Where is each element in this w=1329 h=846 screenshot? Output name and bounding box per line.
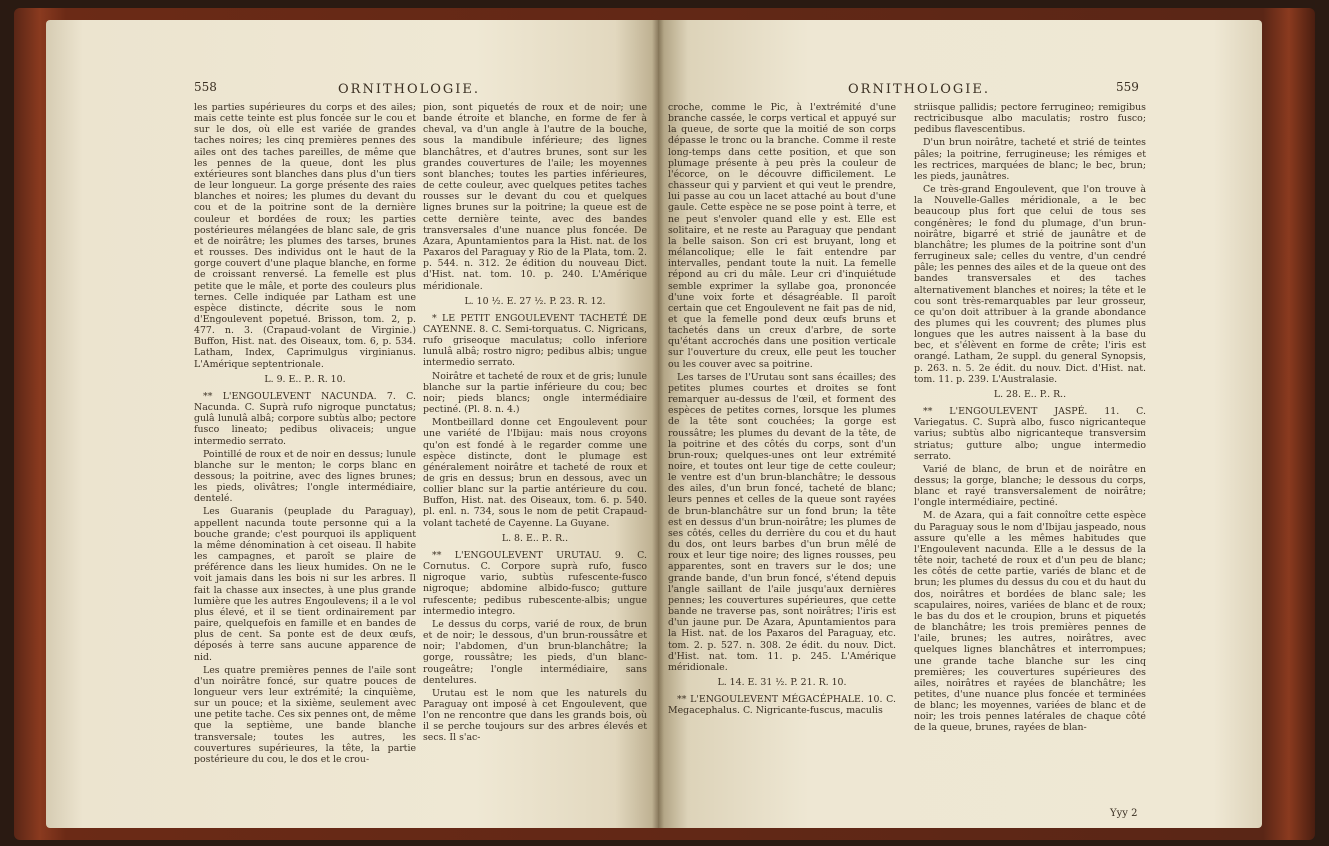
right-column-1	[668, 102, 896, 718]
left-column-1	[194, 102, 416, 767]
paragraph: L. 8. E.. P.. R..	[501, 532, 569, 544]
paragraph: M. de Azara, qui a fait connoître cette espèce du Paraguay sous le nom d'Ibijau jaspeado, nous assure qu'elle a les mêmes habitudes que l'Engoulevent nacunda. Elle a le dessus de la tête noir, tacheté de roux et d'un peu de blanc; les côtés de cette partie, variés de blanc et de brun; les plumes du dessus du cou et du haut du dos, noirâtres et bordées de blanc sale; les scapulaires, noires, variées de blanc et de roux; le bas du dos et le croupion, bruns et piquetés de blanchâtre; les trois premières pennes de l'aile, brunes; les autres, noirâtres, avec quelques lignes blanchâtres et interrompues; une grande tache blanche sur les cinq premières; les couvertures supérieures des ailes, noirâtres et rayées de blanchâtre; les petites, d'une nuance plus foncée et terminées de blanc; les moyennes, variées de blanc et de noir; les trois pennes latérales de chaque côté de la queue, brunes, rayées de blan-	[914, 510, 1146, 734]
paragraph: Urutau est le nom que les naturels du Paraguay ont imposé à cet Engoulevent, que l'on ne rencontre que dans les grands bois, où il se perche toujours sur des arbres élevés et secs. Il s'ac-	[423, 687, 647, 744]
paragraph: Les tarses de l'Urutau sont sans écailles; des petites plumes courtes et droites se font remarquer au-dessus de l'œil, et forment des espèces de petites cornes, lorsque les plumes de la tête sont couchées; la gorge est roussâtre; les plumes du devant de la tête, de la poitrine et des côtés du corps, sont d'un brun-roux; quelques-unes ont leur extrémité noire, et toutes ont leur tige de cette couleur; le ventre est d'un brun-blanchâtre; le dessous des ailes, d'un brun foncé, tacheté de blanc; leurs pennes et celles de la queue sont rayées de brun-blanchâtre sur un fond brun; la tête est en dessus d'un brun-noirâtre; les plumes de ses côtés, celles du derrière du cou et du haut du dos, ont leurs barbes d'un brun mêlé de roux et leur tige noire; des lignes rousses, peu apparentes, sont en travers sur le dos; une grande bande, d'un brun foncé, s'étend depuis l'angle saillant de l'aile jusqu'aux dernières pennes; les couvertures supérieures, que cette bande ne traverse pas, sont noirâtres; l'iris est d'un jaune pur. De Azara, Apuntamientos para la Hist. nat. de los Paxaros del Paraguay, etc. tom. 2. p. 527. n. 308. 2e édit. du nouv. Dict. d'Hist. nat. tom. 11. p. 245. L'Amérique méridionale.	[668, 371, 896, 673]
paragraph: Pointillé de roux et de noir en dessus; lunule blanche sur le menton; le corps blanc en dessous; la poitrine, avec des lignes brunes; les pieds, olivâtres; l'ongle intermédiaire, dentelé.	[194, 448, 416, 505]
paragraph: Les Guaranis (peuplade du Paraguay), appellent nacunda toute personne qui a la bouche grande; c'est pourquoi ils appliquent la même dénomination à cet oiseau. Il habite les campagnes, et paroît se plaire de préférence dans les lieux humides. On ne le voit jamais dans les bois ni sur les arbres. Il fait la chasse aux insectes, à une plus grande lumière que les autres Engoulevens; il a le vol plus élevé, et il se tient ordinairement par paire, quelquefois en famille et en bandes de plus de cent. Sa ponte est de deux œufs, déposés à terre sans aucune apparence de nid.	[194, 506, 416, 663]
page-number-right: 559	[1116, 80, 1139, 94]
paragraph: ** L'ENGOULEVENT MÉGACÉPHALE. 10. C. Megacephalus. C. Nigricante-fuscus, maculis	[668, 694, 896, 717]
running-head-right: ORNITHOLOGIE.	[848, 82, 991, 97]
paragraph: les parties supérieures du corps et des ailes; mais cette teinte est plus foncée sur le cou et sur le dos, où elle est variée de grandes taches noires; les cinq premières pennes des ailes ont des taches pareilles, de même que les pennes de la queue, dont les plus extérieures sont blanches dans plus d'un tiers de leur longueur. La gorge présente des raies blanches et noires; les plumes du devant du cou et de la poitrine sont de la dernière couleur et bordées de roux; les parties postérieures mélangées de blanc sale, de gris et de noirâtre; les plumes des tarses, brunes et rousses. Des individus ont le haut de la gorge couvert d'une plaque blanche, en forme de croissant renversé. La femelle est plus petite que le mâle, et porte des couleurs plus ternes. Celle indiquée par Latham est une espèce distincte, décrite sous le nom d'Engoulevent popetué. Brisson, tom. 2, p. 477. n. 3. (Crapaud-volant de Virginie.) Buffon, Hist. nat. des Oiseaux, tom. 6, p. 534. Latham, Index, Caprimulgus virginianus. L'Amérique septentrionale.	[194, 102, 416, 370]
paragraph: ** L'ENGOULEVENT URUTAU. 9. C. Cornutus. C. Corpore suprà rufo, fusco nigroque vario, subtùs rufescente-fusco nigroque; abdomine albido-fusco; gutture rufescente; pedibus rubescente-albis; ungue intermedio integro.	[423, 549, 647, 617]
paragraph: Les quatre premières pennes de l'aile sont d'un noirâtre foncé, sur quatre pouces de longueur vers leur extrémité; la cinquième, sur un pouce; et la sixième, seulement avec une petite tache. Ces six pennes ont, de même que la septième, une bande blanche transversale; toutes les autres, les couvertures supérieures, la tête, la partie postérieure du cou, le dos et le crou-	[194, 664, 416, 765]
paragraph: pion, sont piquetés de roux et de noir; une bande étroite et blanche, en forme de fer à cheval, va d'un angle à l'autre de la bouche, sous la mandibule inférieure; des lignes blanchâtres, et d'autres brunes, sont sur les grandes couvertures de l'aile; les moyennes sont blanches; toutes les parties inférieures, de cette couleur, avec quelques petites taches rousses sur le devant du cou et quelques lignes brunes sur la poitrine; la queue est de cette dernière teinte, avec des bandes transversales d'une nuance plus foncée. De Azara, Apuntamientos para la Hist. nat. de los Paxaros del Paraguay y Rio de la Plata, tom. 2. p. 544. n. 312. 2e édition du nouveau Dict. d'Hist. nat. tom. 10. p. 240. L'Amérique méridionale.	[423, 102, 647, 292]
signature-mark: Yyy 2	[1110, 808, 1138, 819]
paragraph: Le dessus du corps, varié de roux, de brun et de noir; le dessous, d'un brun-roussâtre et noir; l'abdomen, d'un brun-blanchâtre; la gorge, roussâtre; les pieds, d'un blanc-rougeâtre; l'ongle intermédiaire, sans dentelures.	[423, 618, 647, 686]
left-column-2	[423, 102, 647, 746]
paragraph: Noirâtre et tacheté de roux et de gris; lunule blanche sur la partie inférieure du cou; bec noir; pieds blancs; ongle intermédiaire pectiné. (Pl. 8. n. 4.)	[423, 370, 647, 416]
paragraph: croche, comme le Pic, à l'extrémité d'une branche cassée, le corps vertical et appuyé sur la queue, de sorte que la moitié de son corps dépasse le tronc ou la branche. Comme il reste long-temps dans cette position, et que son plumage présente à peu près la couleur de l'écorce, on le découvre difficilement. Le chasseur qui y parvient et qui veut le prendre, lui passe au cou un lacet attaché au bout d'une gaule. Cette espèce ne se pose point à terre, et ne peut s'envoler quand elle y est. Elle est solitaire, et ne reste au Paraguay que pendant la belle saison. Son cri est bruyant, long et mélancolique; elle le fait entendre par intervalles, pendant toute la nuit. La femelle répond au cri du mâle. Leur cri d'inquiétude semble exprimer la syllabe goa, prononcée d'une voix forte et désagréable. Il paroît certain que cet Engoulevent ne fait pas de nid, et que la femelle pond deux œufs bruns et tachetés dans un creux d'arbre, de sorte qu'étant accrochés dans une position verticale sur l'ouverture du creux, elle peut les toucher ou les couver avec sa poitrine.	[668, 102, 896, 370]
paragraph: L. 10 ½. E. 27 ½. P. 23. R. 12.	[464, 295, 606, 307]
page-number-left: 558	[194, 80, 217, 94]
paragraph: * LE PETIT ENGOULEVENT TACHETÉ DE CAYENNE. 8. C. Semi-torquatus. C. Nigricans, rufo griseoque maculatus; collo inferiore lunulâ albâ; rostro nigro; pedibus albis; ungue intermedio serrato.	[423, 312, 647, 369]
right-column-2	[914, 102, 1146, 736]
paragraph: L. 9. E.. P.. R. 10.	[264, 373, 346, 385]
paragraph: Varié de blanc, de brun et de noirâtre en dessus; la gorge, blanche; le dessous du corps, blanc et rayé transversalement de noirâtre; l'ongle intermédiaire, pectiné.	[914, 463, 1146, 509]
paragraph: Montbeillard donne cet Engoulevent pour une variété de l'Ibijau: mais nous croyons qu'on est fondé à le regarder comme une espèce distincte, dont le plumage est généralement noirâtre et tacheté de roux et de gris en dessus; brun en dessous, avec un collier blanc sur la partie antérieure du cou. Buffon, Hist. nat. des Oiseaux, tom. 6. p. 540. pl. enl. n. 734, sous le nom de petit Crapaud-volant tacheté de Cayenne. La Guyane.	[423, 417, 647, 529]
paragraph: D'un brun noirâtre, tacheté et strié de teintes pâles; la poitrine, ferrugineuse; les rémiges et les rectrices, marquées de blanc; le bec, brun; les pieds, jaunâtres.	[914, 137, 1146, 182]
paragraph: ** L'ENGOULEVENT JASPÉ. 11. C. Variegatus. C. Suprà albo, fusco nigricanteque varius; subtùs albo nigricanteque transversim striatus; gutture albo; ungue intermedio serrato.	[914, 406, 1146, 462]
paragraph: striisque pallidis; pectore ferrugineo; remigibus rectricibusque albo maculatis; rostro fusco; pedibus flavescentibus.	[914, 102, 1146, 136]
right-page	[658, 20, 1262, 828]
paragraph: ** L'ENGOULEVENT NACUNDA. 7. C. Nacunda. C. Suprà rufo nigroque punctatus; gulâ lunulâ albâ; corpore subtùs albo; pectore fusco lineato; pedibus olivaceis; ungue intermedio serrato.	[194, 390, 416, 447]
paragraph: L. 28. E.. P.. R..	[993, 388, 1067, 400]
paragraph: Ce très-grand Engoulevent, que l'on trouve à la Nouvelle-Galles méridionale, a le bec beaucoup plus fort que celui de tous ses congénères; le fond du plumage, d'un brun-noirâtre, bigarré et strié de jaunâtre et de blanchâtre; les plumes de la poitrine sont d'un ferrugineux sale; celles du ventre, d'un cendré pâle; les pennes des ailes et de la queue ont des bandes transversales et des taches alternativement blanches et noires; la tête et le cou sont très-remarquables par leur grosseur, ce qu'on doit attribuer à la grande abondance des plumes qui les couvrent; des plumes plus longues que les autres naissent à la base du bec, et s'élèvent en forme de crête; l'iris est orangé. Latham, 2e suppl. du general Synopsis, p. 263. n. 5. 2e édit. du nouv. Dict. d'Hist. nat. tom. 11. p. 239. L'Australasie.	[914, 184, 1146, 385]
running-head-left: ORNITHOLOGIE.	[338, 82, 481, 97]
left-page	[46, 20, 658, 828]
gutter	[652, 20, 664, 828]
paragraph: L. 14. E. 31 ½. P. 21. R. 10.	[717, 676, 847, 688]
